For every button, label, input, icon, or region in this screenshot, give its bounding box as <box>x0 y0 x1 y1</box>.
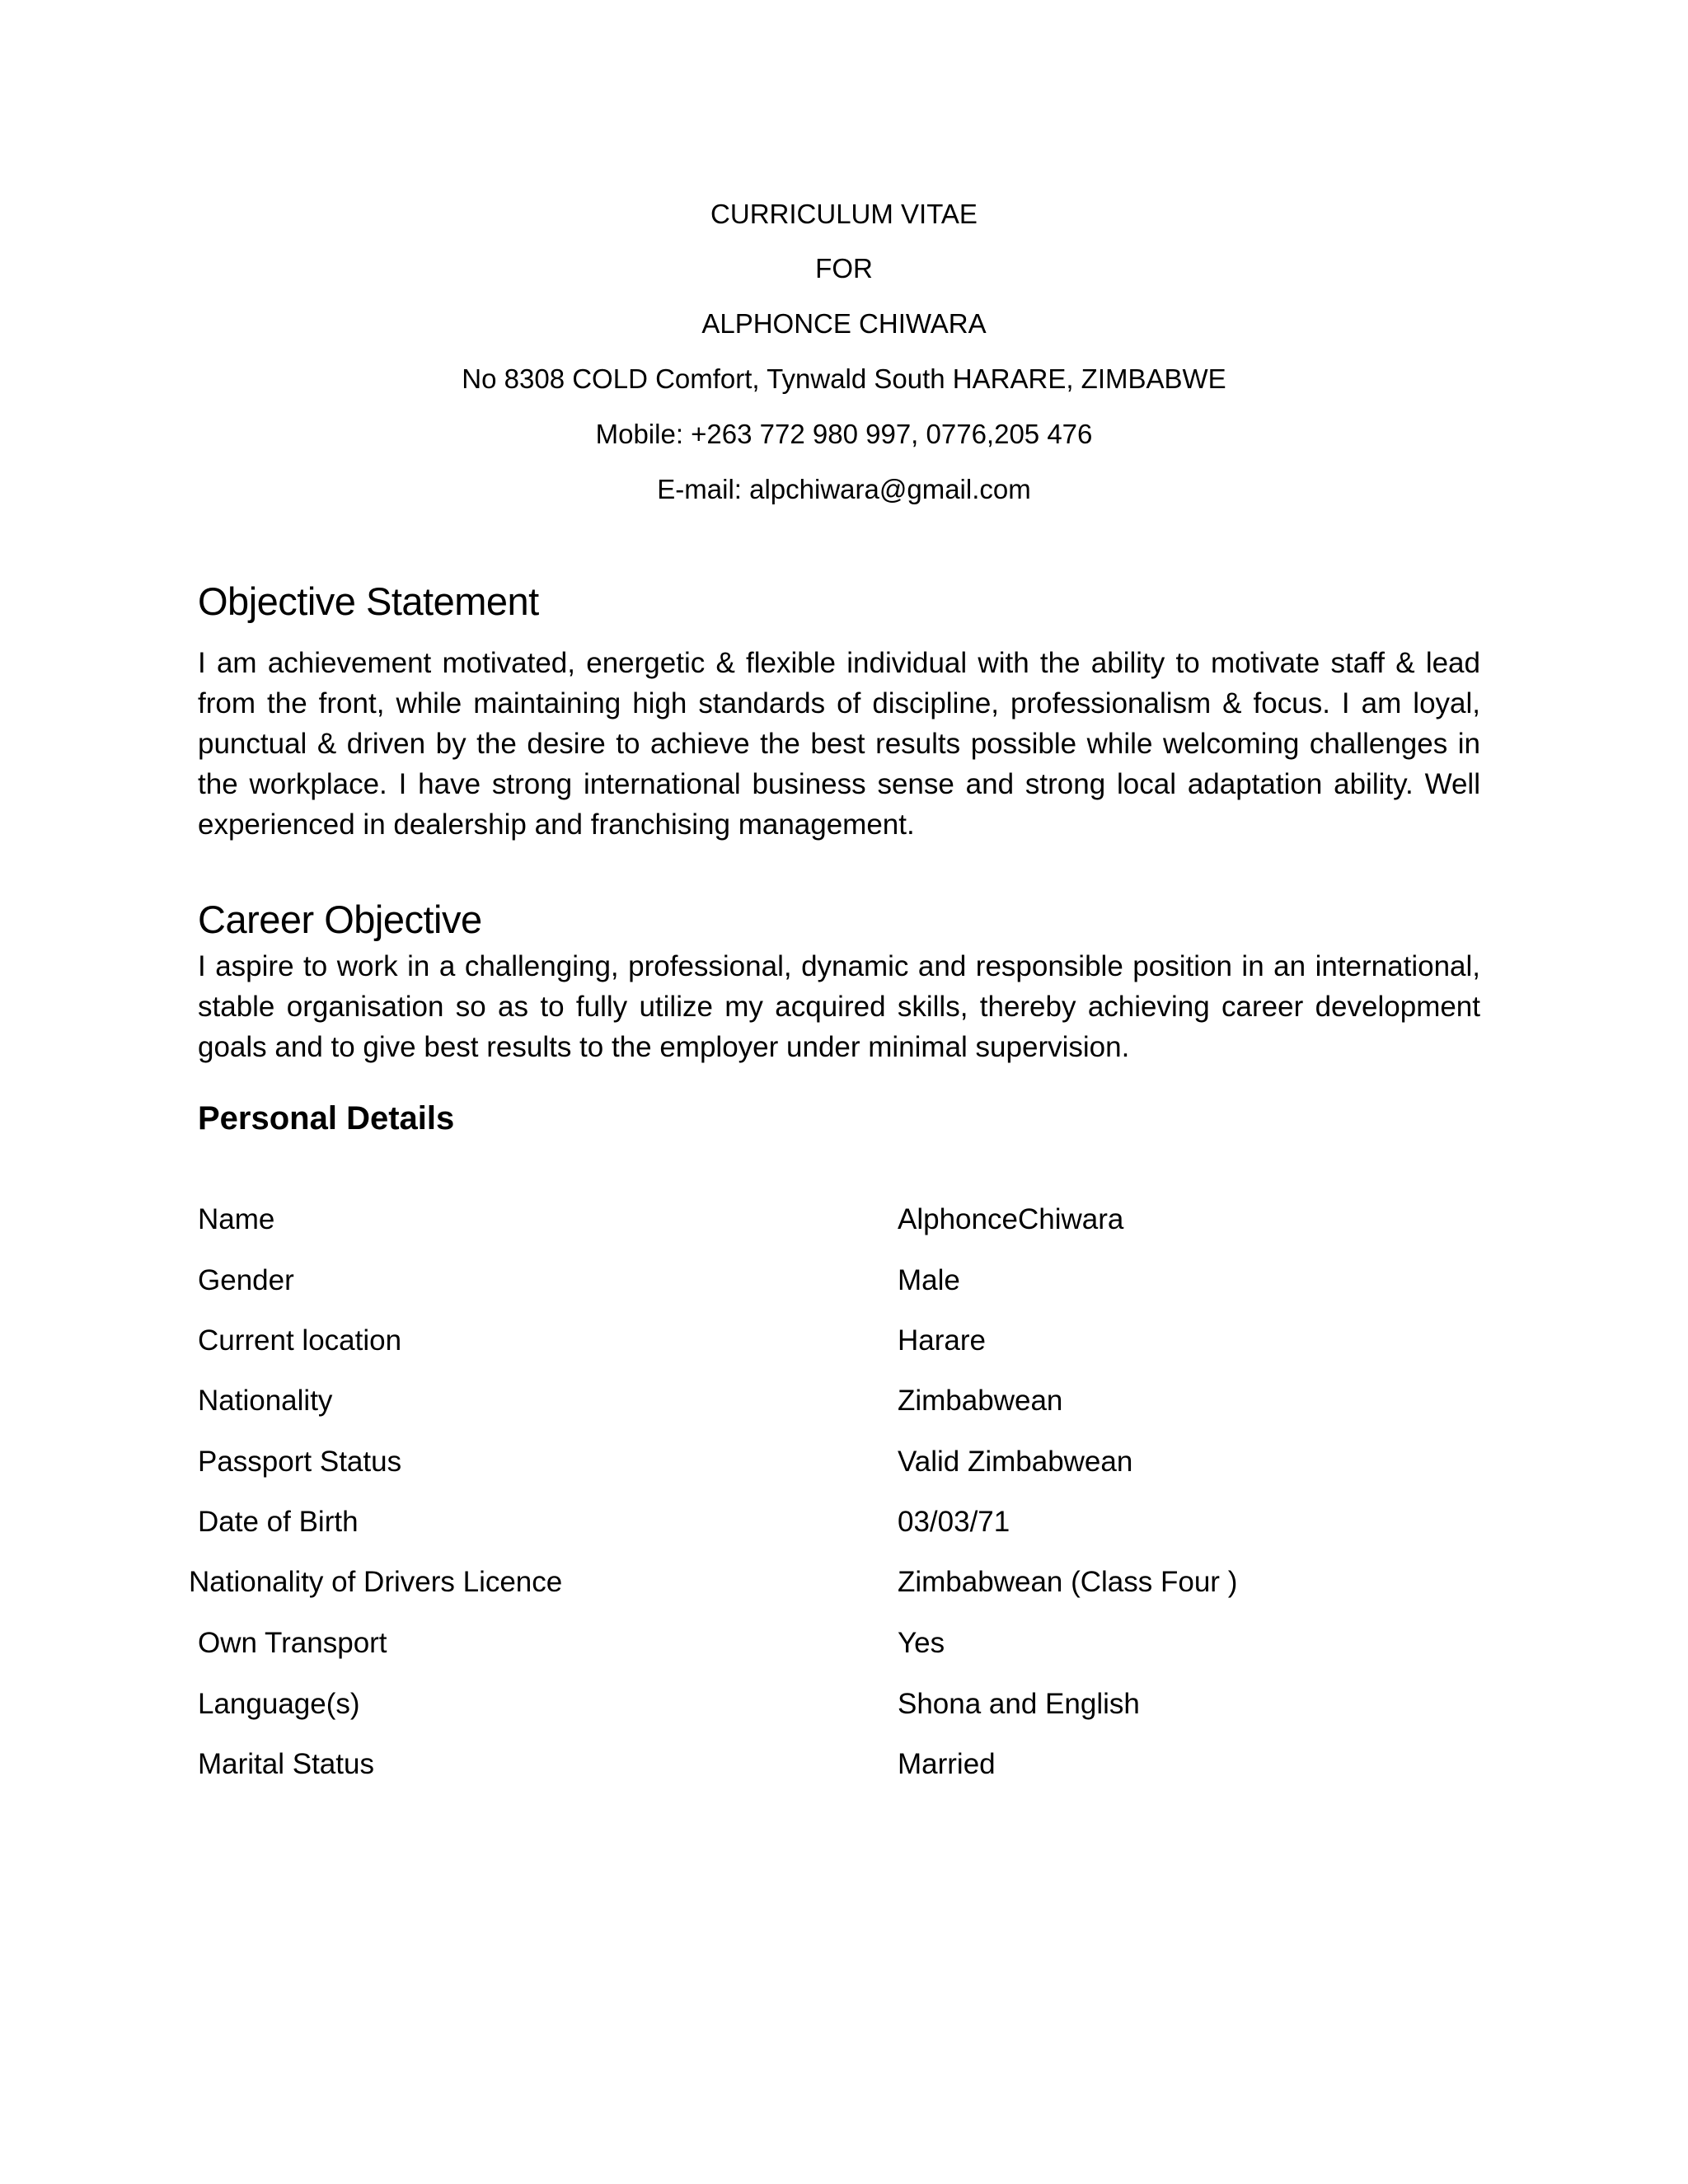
cv-title: CURRICULUM VITAE <box>710 199 978 229</box>
objective-text: I am achievement motivated, energetic & flexible individual with the ability to motivate staff & lead from the front, while maintaining high standards of discipline, professionalism & focus. I am loyal, punctual & driven by the desire to achieve the best results possible while welcoming challenges in the workplace. I have strong international business sense and strong local adaptation ability. Well experienced in dealership and franchising management. <box>198 647 1480 841</box>
detail-label: Passport Status <box>198 1446 402 1478</box>
detail-label: Marital Status <box>198 1748 374 1780</box>
detail-label: Nationality <box>198 1385 333 1417</box>
detail-row-location <box>0 1321 1688 1361</box>
detail-value: 03/03/71 <box>898 1506 1010 1538</box>
detail-value: Zimbabwean (Class Four ) <box>898 1566 1238 1598</box>
detail-row-nationality <box>0 1381 1688 1421</box>
career-text: I aspire to work in a challenging, professional, dynamic and responsible position in an international, stable organisation so as to fully utilize my acquired skills, thereby achieving career development goals and to give best results to the employer under minimal supervision. <box>198 950 1480 1063</box>
detail-value: Valid Zimbabwean <box>898 1446 1133 1478</box>
detail-value: Yes <box>898 1627 945 1659</box>
detail-label: Date of Birth <box>198 1506 359 1538</box>
detail-row-licence <box>0 1563 1688 1602</box>
detail-row-marital <box>0 1745 1688 1784</box>
personal-details-heading: Personal Details <box>198 1100 455 1137</box>
objective-heading: Objective Statement <box>198 579 539 623</box>
career-heading: Career Objective <box>198 898 482 941</box>
detail-value: Male <box>898 1264 960 1296</box>
cv-name: ALPHONCE CHIWARA <box>701 308 987 339</box>
detail-row-gender <box>0 1261 1688 1301</box>
detail-value: Harare <box>898 1324 986 1357</box>
cv-mobile: Mobile: +263 772 980 997, 0776,205 476 <box>595 419 1093 449</box>
detail-label: Nationality of Drivers Licence <box>189 1566 563 1598</box>
detail-value: Shona and English <box>898 1688 1140 1720</box>
detail-label: Current location <box>198 1324 402 1357</box>
detail-label: Language(s) <box>198 1688 360 1720</box>
detail-label: Own Transport <box>198 1627 387 1659</box>
detail-row-dob <box>0 1502 1688 1542</box>
cv-email: E-mail: alpchiwara@gmail.com <box>657 474 1031 504</box>
detail-label: Name <box>198 1203 275 1235</box>
cv-address: No 8308 COLD Comfort, Tynwald South HARARE, ZIMBABWE <box>462 363 1226 394</box>
detail-value: Married <box>898 1748 996 1780</box>
detail-row-languages <box>0 1685 1688 1724</box>
cv-for: FOR <box>815 253 873 284</box>
detail-value: AlphonceChiwara <box>898 1203 1124 1235</box>
detail-value: Zimbabwean <box>898 1385 1063 1417</box>
detail-row-transport <box>0 1624 1688 1663</box>
detail-row-name <box>0 1200 1688 1240</box>
detail-label: Gender <box>198 1264 294 1296</box>
detail-row-passport <box>0 1442 1688 1482</box>
